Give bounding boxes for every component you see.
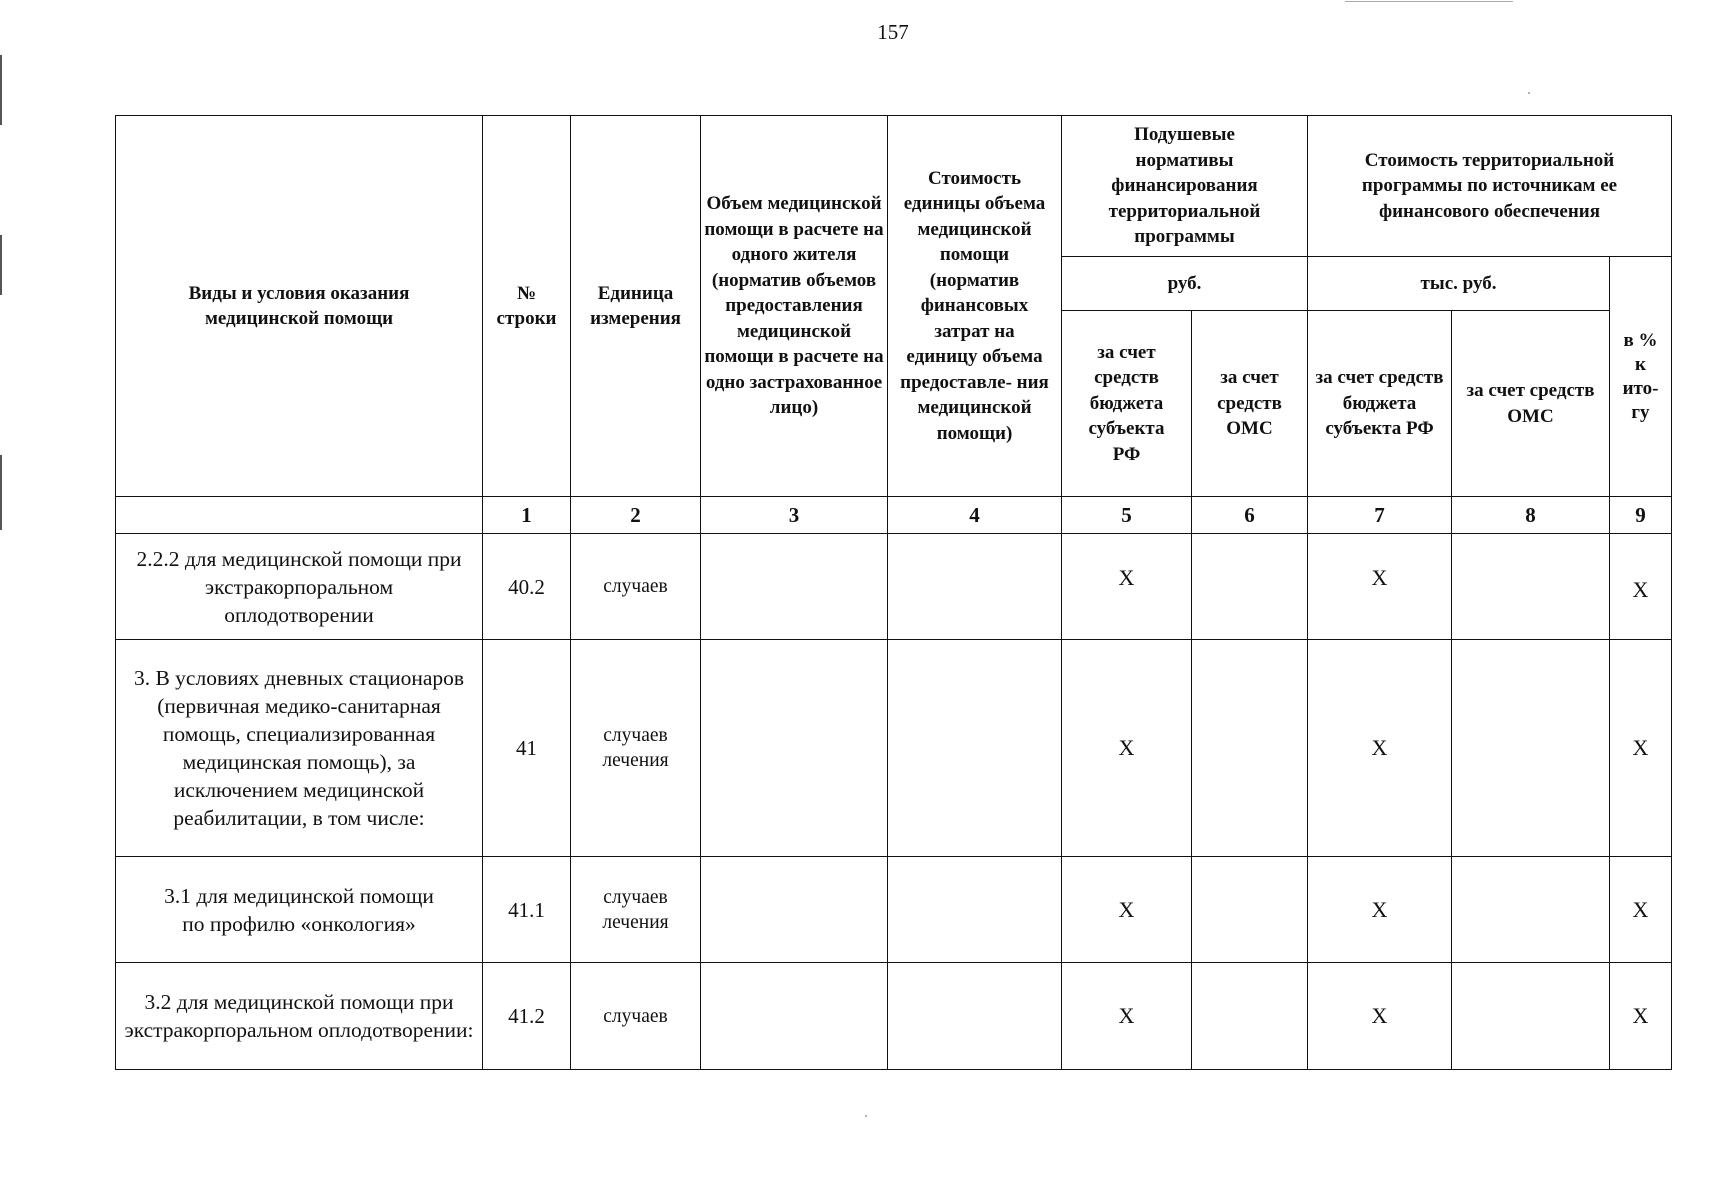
row-budget-rf-2: [1308, 857, 1452, 963]
row-name: 3. В условиях дневных стационаров (первичная медико-санитарная помощь, специализированная медицинская помощь), за исключением медицинской реабилитации, в том числе:: [116, 640, 483, 857]
column-number: 4: [888, 497, 1062, 534]
row-name: 3.1 для медицинской помощи по профилю «онкология»: [116, 857, 483, 963]
row-oms: [1192, 857, 1308, 963]
table-row: [116, 963, 1672, 1070]
row-oms-2: [1452, 534, 1610, 640]
top-rule: [1345, 1, 1513, 2]
row-cost: [888, 640, 1062, 857]
row-number: 41.1: [483, 857, 571, 963]
row-oms: [1192, 640, 1308, 857]
table-row: [116, 640, 1672, 857]
row-cost: [888, 857, 1062, 963]
row-number: 41: [483, 640, 571, 857]
column-number: 9: [1610, 497, 1672, 534]
x-mark: Х: [1632, 735, 1649, 760]
x-mark: Х: [1118, 896, 1135, 922]
row-unit: случаев: [571, 963, 701, 1070]
edge-mark: [0, 55, 2, 125]
header-budget-rf: за счет средств бюджета субъекта РФ: [1062, 311, 1192, 497]
header-unit: Единица измерения: [571, 116, 701, 497]
x-mark: Х: [1118, 1003, 1135, 1028]
edge-mark: [0, 455, 2, 530]
row-budget-rf-2: [1308, 640, 1452, 857]
header-per-capita: Подушевые нормативы финансирования территориальной программы: [1062, 116, 1308, 257]
row-budget-rf: [1062, 640, 1192, 857]
row-percent: [1610, 640, 1672, 857]
x-mark: Х: [1632, 1003, 1649, 1028]
row-oms: [1192, 534, 1308, 640]
row-volume: [701, 640, 888, 857]
header-oms: за счет средств ОМС: [1192, 311, 1308, 497]
column-number: 6: [1192, 497, 1308, 534]
column-number: 8: [1452, 497, 1610, 534]
row-number: 41.2: [483, 963, 571, 1070]
header-oms-2: за счет средств ОМС: [1452, 311, 1610, 497]
table-row: [116, 857, 1672, 963]
row-name: 3.2 для медицинской помощи при экстракорпоральном оплодотворении:: [116, 963, 483, 1070]
x-mark: Х: [1371, 896, 1388, 922]
column-number: 7: [1308, 497, 1452, 534]
x-mark: Х: [1118, 735, 1135, 760]
x-mark: Х: [1118, 564, 1135, 590]
row-oms: [1192, 963, 1308, 1070]
row-budget-rf-2: [1308, 963, 1452, 1070]
row-volume: [701, 534, 888, 640]
column-number: 5: [1062, 497, 1192, 534]
row-unit: случаев лечения: [571, 857, 701, 963]
data-table: [115, 115, 1672, 1070]
row-percent: [1610, 963, 1672, 1070]
header-row-number: № строки: [483, 116, 571, 497]
header-thous-rub: тыс. руб.: [1308, 257, 1610, 311]
scan-speck: [1528, 92, 1530, 94]
x-mark: Х: [1371, 735, 1388, 760]
row-cost: [888, 534, 1062, 640]
x-mark: Х: [1371, 1003, 1388, 1028]
row-budget-rf-2: [1308, 534, 1452, 640]
row-budget-rf: [1062, 857, 1192, 963]
row-oms-2: [1452, 857, 1610, 963]
row-percent: [1610, 857, 1672, 963]
header-budget-rf-2: за счет средств бюджета субъекта РФ: [1308, 311, 1452, 497]
header-cost: Стоимость единицы объема медицинской помощи (норматив финансовых затрат на единицу объема предоставле- ния медицинской помощи): [888, 116, 1062, 497]
row-budget-rf: [1062, 534, 1192, 640]
table-row: [116, 534, 1672, 640]
column-number-blank: [116, 497, 483, 534]
x-mark: Х: [1632, 896, 1649, 922]
row-budget-rf: [1062, 963, 1192, 1070]
header-kind: Виды и условия оказания медицинской помощи: [116, 116, 483, 497]
column-number: 2: [571, 497, 701, 534]
header-rub: руб.: [1062, 257, 1308, 311]
column-number: 3: [701, 497, 888, 534]
row-volume: [701, 963, 888, 1070]
row-oms-2: [1452, 963, 1610, 1070]
edge-mark: [0, 235, 2, 295]
header-volume: Объем медицинской помощи в расчете на одного жителя (норматив объемов предоставления медицинской помощи в расчете на одно застрахованное лицо): [701, 116, 888, 497]
page-number: 157: [877, 20, 909, 44]
x-mark: Х: [1371, 564, 1388, 590]
row-number: 40.2: [483, 534, 571, 640]
x-mark: Х: [1632, 576, 1649, 602]
row-name: 2.2.2 для медицинской помощи при экстракорпоральном оплодотворении: [116, 534, 483, 640]
row-percent: [1610, 534, 1672, 640]
column-number: 1: [483, 497, 571, 534]
header-percent: в % к ито- гу: [1610, 257, 1672, 497]
row-unit: случаев лечения: [571, 640, 701, 857]
scan-speck: [865, 1115, 867, 1117]
row-oms-2: [1452, 640, 1610, 857]
column-number-row: [116, 497, 1672, 534]
row-unit: случаев: [571, 534, 701, 640]
table-header: [116, 116, 1672, 497]
row-volume: [701, 857, 888, 963]
header-program-cost: Стоимость территориальной программы по источникам ее финансового обеспечения: [1308, 116, 1672, 257]
row-cost: [888, 963, 1062, 1070]
